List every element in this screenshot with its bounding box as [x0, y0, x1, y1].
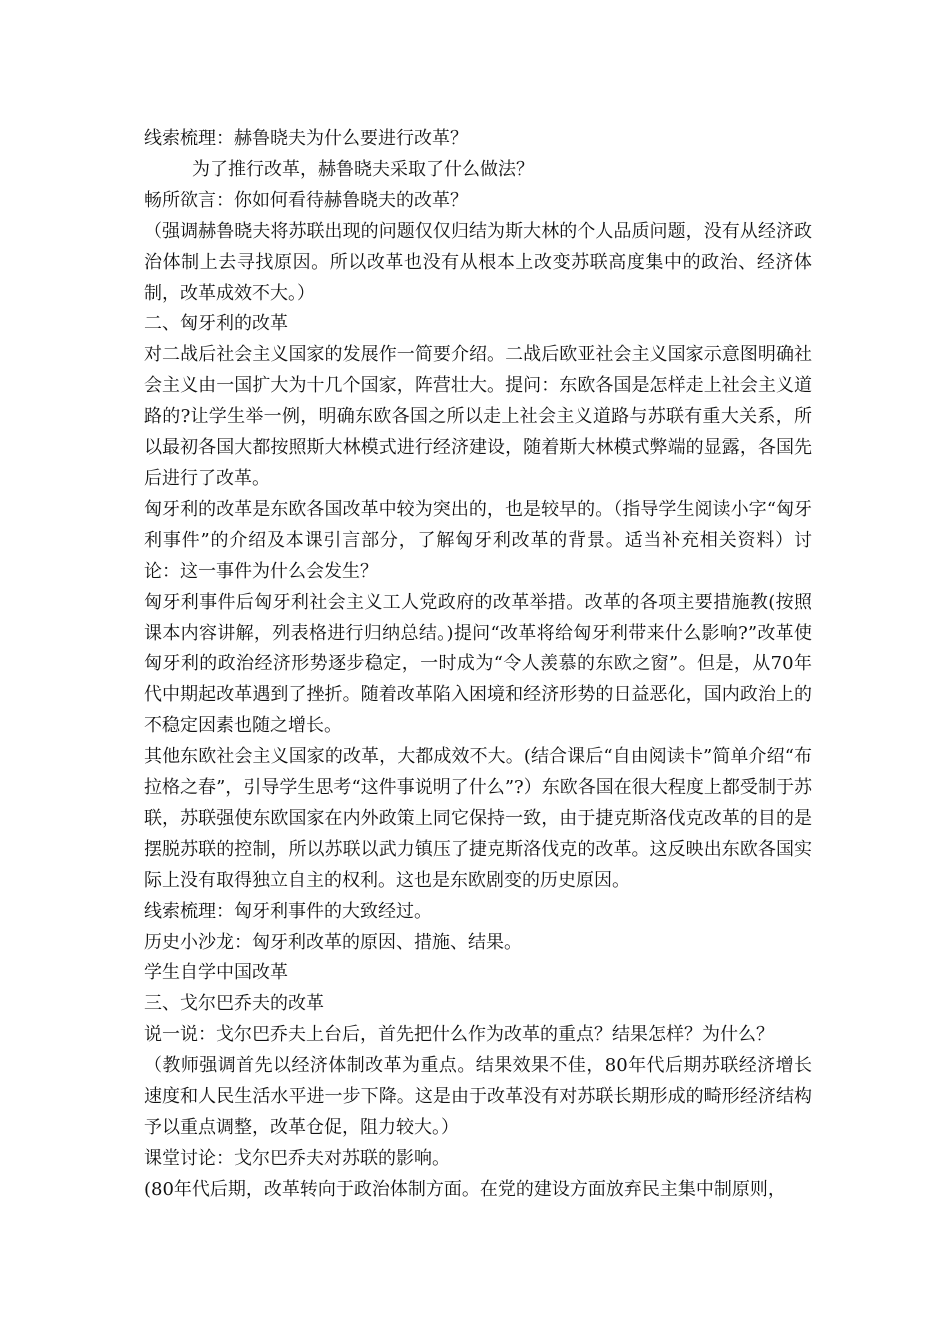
paragraph-clue-khrushchev-why: 线索梳理：赫鲁晓夫为什么要进行改革？: [144, 128, 468, 149]
paragraph-emphasis-khrushchev: （强调赫鲁晓夫将苏联出现的问题仅仅归结为斯大林的个人品质问题，没有从经济政治体制上去寻找原因。所以改革也没有从根本上改变苏联高度集中的政治、经济体制，改革成效不大。）: [144, 220, 812, 304]
paragraph-class-discussion-gorbachev: 课堂讨论：戈尔巴乔夫对苏联的影响。: [144, 1147, 450, 1169]
paragraph-eastern-europe-reforms: 其他东欧社会主义国家的改革，大都成效不大。(结合课后“自由阅读卡”简单介绍“布拉格之春”，引导学生思考“这件事说明了什么”?）东欧各国在很大程度上都受制于苏联，苏联强使东欧国家在内外政策上同它保持一致，由于捷克斯洛伐克改革的目的是摆脱苏联的控制，所以苏联以武力镇压了捷克斯洛伐克的改革。这反映出东欧各国实际上没有取得独立自主的权利。这也是东欧剧变的历史原因。: [144, 746, 812, 891]
paragraph-postwar-socialism: 对二战后社会主义国家的发展作一简要介绍。二战后欧亚社会主义国家示意图明确社会主义由一国扩大为十几个国家，阵营壮大。提问：东欧各国是怎样走上社会主义道路的?让学生举一例，明确东欧各国之所以走上社会主义道路与苏联有重大关系，所以最初各国大都按照斯大林模式进行经济建设，随着斯大林模式弊端的显露，各国先后进行了改革。: [144, 344, 812, 489]
document-page: [144, 124, 812, 1206]
paragraph-political-reform: (80年代后期，改革转向于政治体制方面。在党的建设方面放弃民主集中制原则，: [144, 1178, 786, 1200]
paragraph-clue-hungary-event: 线索梳理：匈牙利事件的大致经过。: [144, 900, 432, 922]
paragraph-discussion-khrushchev: 畅所欲言：你如何看待赫鲁晓夫的改革？: [144, 189, 468, 211]
paragraph-teacher-emphasis-gorbachev: （教师强调首先以经济体制改革为重点。结果效果不佳，80年代后期苏联经济增长速度和人民生活水平进一步下降。这是由于改革没有对苏联长期形成的畸形经济结构予以重点调整，改革仓促，阻力较大。）: [144, 1055, 812, 1138]
paragraph-say-gorbachev: 说一说：戈尔巴乔夫上台后，首先把什么作为改革的重点？结果怎样？为什么？: [144, 1024, 774, 1046]
section-heading-hungary: 二、匈牙利的改革: [144, 313, 288, 335]
paragraph-hungary-reform-intro: 匈牙利的改革是东欧各国改革中较为突出的，也是较早的。（指导学生阅读小字“匈牙利事件”的介绍及本课引言部分，了解匈牙利改革的背景。适当补充相关资料）讨论：这一事件为什么会发生？: [144, 498, 812, 582]
paragraph-history-salon: 历史小沙龙：匈牙利改革的原因、措施、结果。: [144, 931, 522, 953]
section-heading-gorbachev: 三、戈尔巴乔夫的改革: [144, 993, 324, 1015]
paragraph-clue-khrushchev-how: 为了推行改革，赫鲁晓夫采取了什么做法？: [192, 158, 534, 180]
paragraph-self-study-china: 学生自学中国改革: [144, 962, 288, 984]
paragraph-hungary-measures: 匈牙利事件后匈牙利社会主义工人党政府的改革举措。改革的各项主要措施教(按照课本内容讲解，列表格进行归纳总结。)提问“改革将给匈牙利带来什么影响?”改革使匈牙利的政治经济形势逐步稳定，一时成为“令人羡慕的东欧之窗”。但是，从70年代中期起改革遇到了挫折。随着改革陷入困境和经济形势的日益恶化，国内政治上的不稳定因素也随之增长。: [144, 591, 812, 737]
